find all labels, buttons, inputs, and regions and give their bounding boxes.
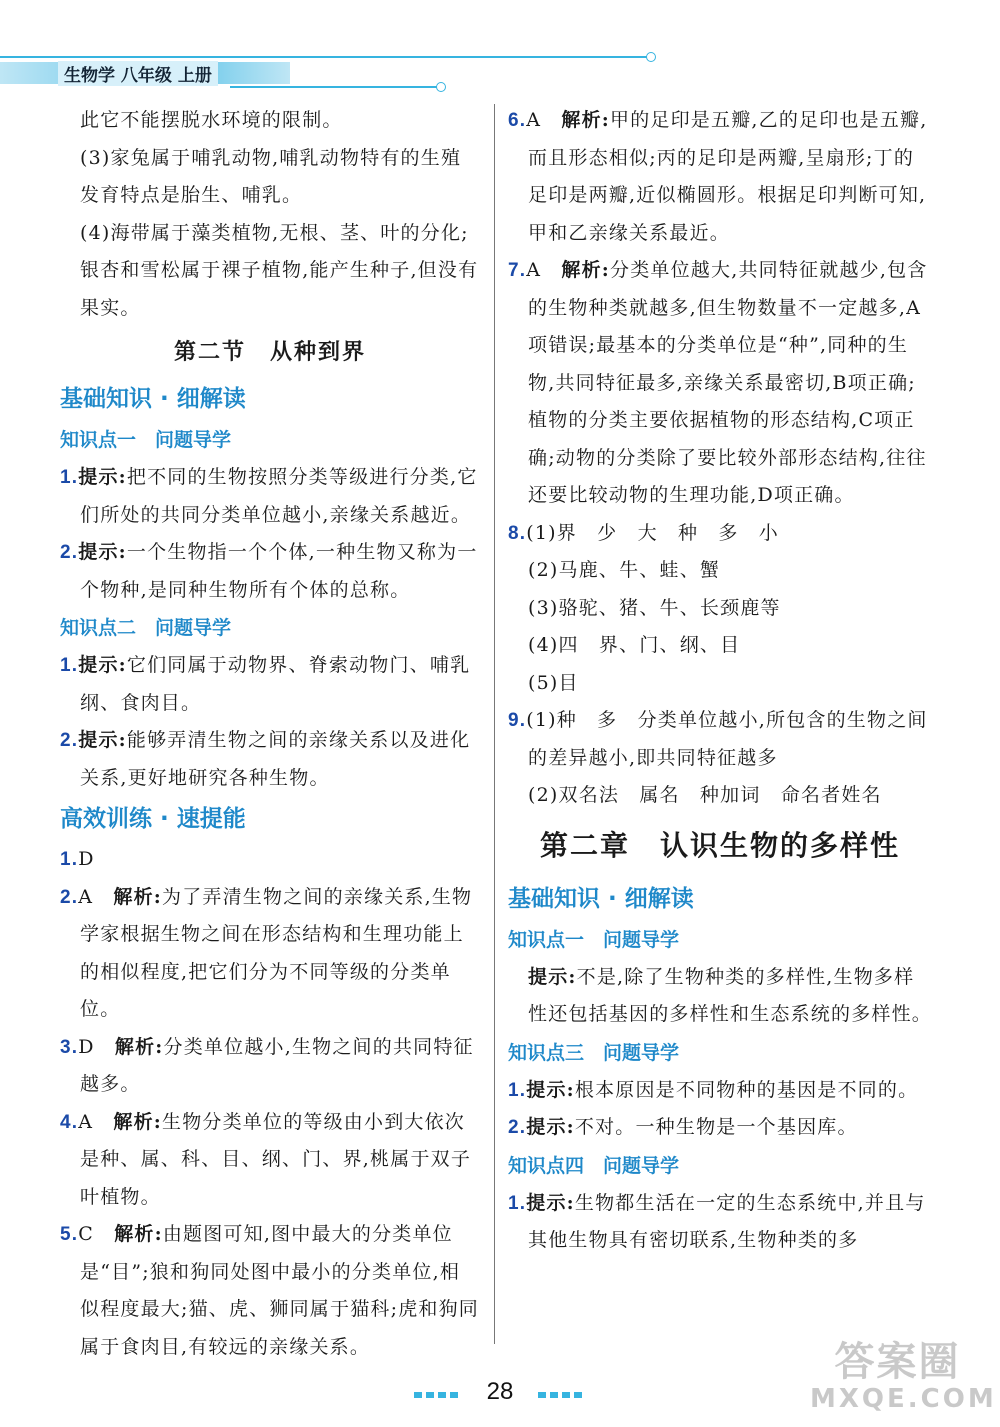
ch2-knowledge-point-1-heading: 知识点一 问题导学 bbox=[508, 928, 680, 951]
header-rule bbox=[0, 56, 650, 58]
left-column bbox=[60, 102, 480, 1366]
answer-4: 4.A 解析:生物分类单位的等级由小到大依次是种、属、科、目、纲、门、界,桃属于双子叶植物。 bbox=[60, 1110, 472, 1208]
header-ornament-lower bbox=[436, 82, 446, 92]
section-title: 第二节 从种到界 bbox=[173, 339, 366, 365]
kp1-question-1: 1.提示:把不同的生物按照分类等级进行分类,它们所处的共同分类单位越小,亲缘关系越近。 bbox=[60, 466, 478, 526]
page-number: 28 bbox=[486, 1378, 514, 1405]
ch2-kp3-question-1: 1.提示:根本原因是不同物种的基因是不同的。 bbox=[508, 1078, 919, 1101]
answer-9-part-1: 9.(1)种 多 分类单位越小,所包含的生物之间的差异越小,即共同特征越多 bbox=[508, 709, 928, 769]
continued-text: 此它不能摆脱水环境的限制。 bbox=[80, 109, 343, 131]
answer-6: 6.A 解析:甲的足印是五瓣,乙的足印也是五瓣,而且形态相似;丙的足印是两瓣,呈扇形;丁的足印是两瓣,近似椭圆形。根据足印判断可知,甲和乙亲缘关系最近。 bbox=[508, 109, 928, 244]
watermark-url: MXQE.COM bbox=[810, 1384, 997, 1414]
page-header bbox=[0, 56, 660, 88]
answer-item-3: (3)家兔属于哺乳动物,哺乳动物特有的生殖发育特点是胎生、哺乳。 bbox=[80, 146, 462, 206]
answer-8-part-1: 8.(1)界 少 大 种 多 小 bbox=[508, 521, 779, 544]
watermark-logo bbox=[810, 1339, 997, 1414]
book-title: 生物学 八年级 上册 bbox=[58, 61, 218, 86]
ch2-knowledge-point-3-heading: 知识点三 问题导学 bbox=[508, 1041, 680, 1064]
kp2-question-1: 1.提示:它们同属于动物界、脊索动物门、哺乳纲、食肉目。 bbox=[60, 654, 471, 714]
header-ornament bbox=[646, 52, 656, 62]
chapter-title: 第二章 认识生物的多样性 bbox=[539, 828, 900, 862]
answer-8-part-3: (3)骆驼、猪、牛、长颈鹿等 bbox=[528, 596, 781, 619]
footer-ornament-right bbox=[538, 1392, 586, 1398]
ch2-knowledge-point-4-heading: 知识点四 问题导学 bbox=[508, 1154, 680, 1177]
knowledge-point-2-heading: 知识点二 问题导学 bbox=[60, 617, 232, 639]
training-heading: 高效训练 · 速提能 bbox=[60, 806, 246, 832]
right-column bbox=[508, 102, 932, 1260]
basic-knowledge-heading: 基础知识 · 细解读 bbox=[60, 386, 246, 412]
answer-2: 2.A 解析:为了弄清生物之间的亲缘关系,生物学家根据生物之间在形态结构和生理功能上的相似程度,把它们分为不同等级的分类单位。 bbox=[60, 885, 473, 1020]
knowledge-point-1-heading: 知识点一 问题导学 bbox=[60, 429, 232, 451]
column-divider bbox=[494, 104, 495, 1344]
footer-ornament-left bbox=[414, 1392, 462, 1398]
answer-9-part-2: (2)双名法 属名 种加词 命名者姓名 bbox=[528, 784, 882, 806]
answer-8-part-4: (4)四 界、门、纲、目 bbox=[528, 634, 741, 656]
basic-knowledge-heading-2: 基础知识 · 细解读 bbox=[508, 885, 694, 912]
answer-8-part-2: (2)马鹿、牛、蛙、蟹 bbox=[528, 559, 721, 581]
answer-8-part-5: (5)目 bbox=[528, 671, 579, 694]
answer-5: 5.C 解析:由题图可知,图中最大的分类单位是“目”;狼和狗同处图中最小的分类单位,相似程度最大;猫、虎、狮同属于猫科;虎和狗同属于食肉目,有较远的亲缘关系。 bbox=[60, 1223, 480, 1358]
answer-3: 3.D 解析:分类单位越小,生物之间的共同特征越多。 bbox=[60, 1035, 474, 1095]
ch2-kp1-tip: 提示:不是,除了生物种类的多样性,生物多样性还包括基因的多样性和生态系统的多样性。 bbox=[528, 965, 933, 1025]
kp1-question-2: 2.提示:一个生物指一个个体,一种生物又称为一个物种,是同种生物所有个体的总称。 bbox=[60, 541, 478, 601]
answer-1: 1.D bbox=[60, 848, 95, 870]
ch2-kp3-question-2: 2.提示:不对。一种生物是一个基因库。 bbox=[508, 1116, 858, 1138]
header-rule-lower bbox=[230, 86, 440, 88]
answer-7: 7.A 解析:分类单位越大,共同特征就越少,包含的生物种类就越多,但生物数量不一定越多,A项错误;最基本的分类单位是“种”,同种的生物,共同特征最多,亲缘关系最密切,B项正确;植物的分类主要依据植物的形态结构,C项正确;动物的分类除了要比较外部形态结构,往往还要比较动物的生理功能,D项正确。 bbox=[508, 259, 928, 506]
watermark-text: 答案圈 bbox=[834, 1339, 961, 1385]
kp2-question-2: 2.提示:能够弄清生物之间的亲缘关系以及进化关系,更好地研究各种生物。 bbox=[60, 729, 471, 789]
answer-item-4: (4)海带属于藻类植物,无根、茎、叶的分化;银杏和雪松属于裸子植物,能产生种子,但没有果实。 bbox=[80, 221, 479, 319]
ch2-kp4-question-1: 1.提示:生物都生活在一定的生态系统中,并且与其他生物具有密切联系,生物种类的多 bbox=[508, 1191, 926, 1251]
